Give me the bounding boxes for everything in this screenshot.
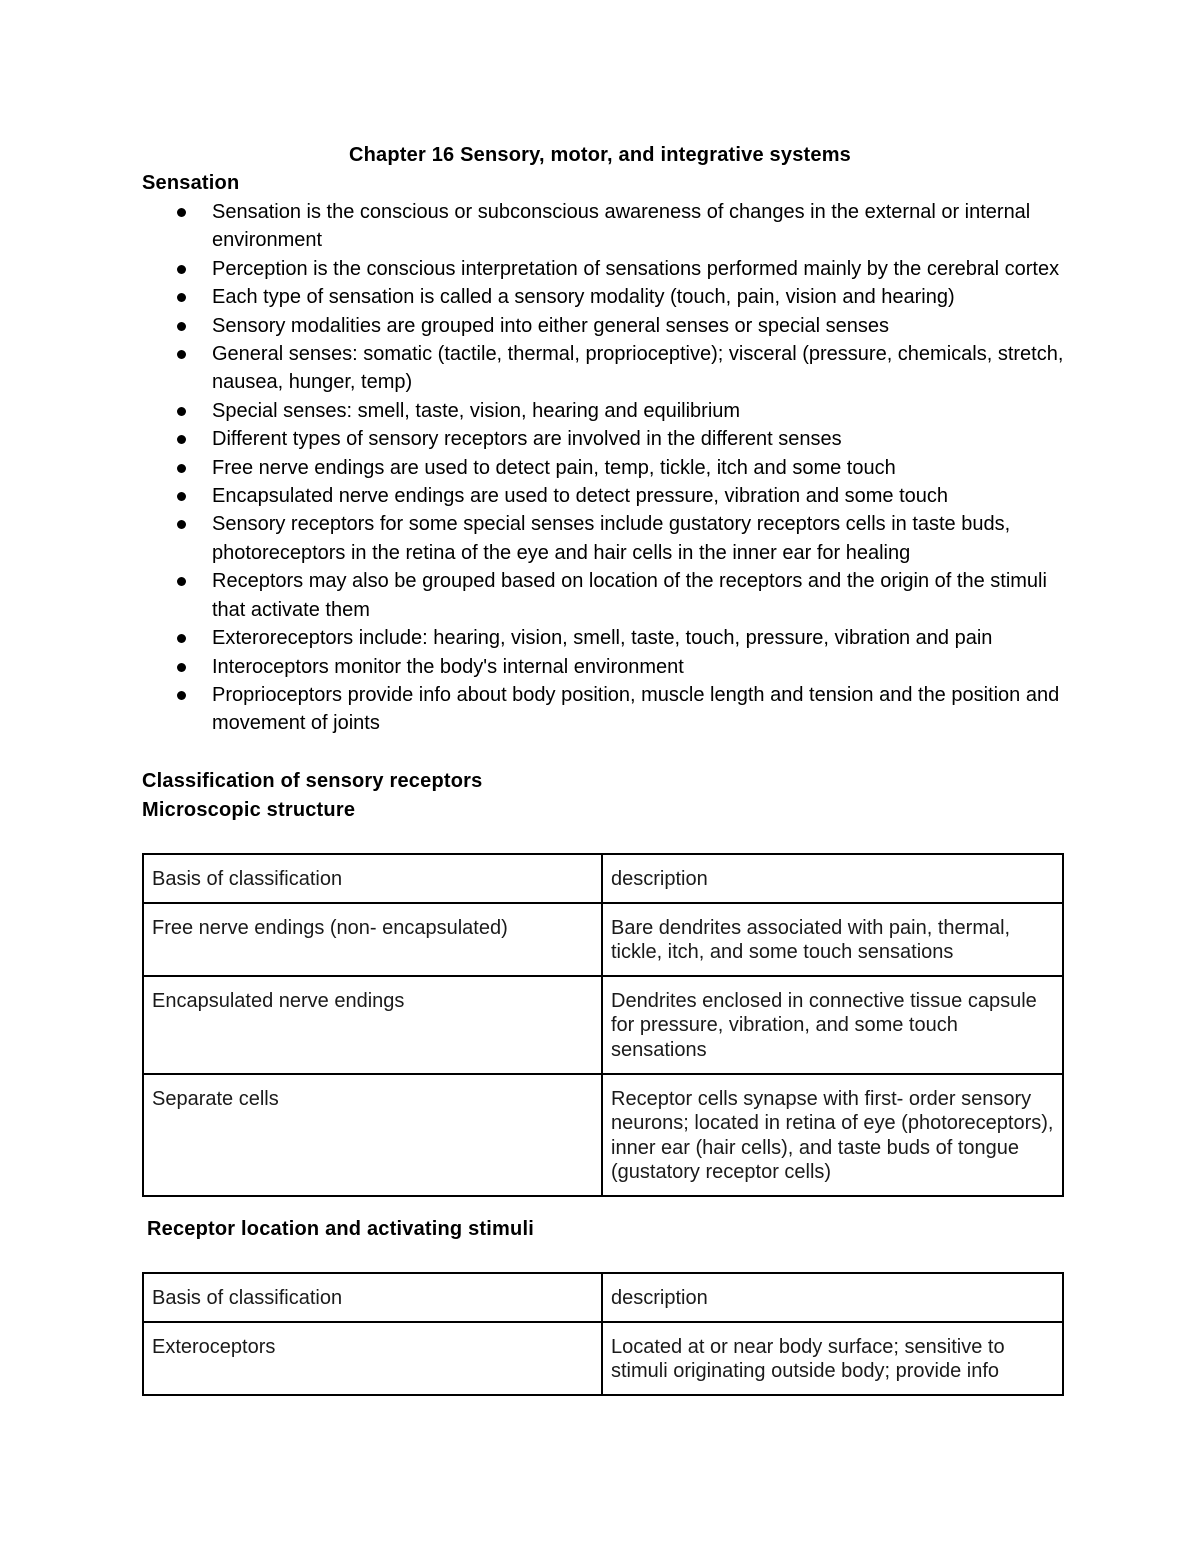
table-header-cell: Basis of classification bbox=[143, 1273, 602, 1322]
table-row bbox=[143, 1322, 1063, 1395]
list-item-text: Free nerve endings are used to detect pain, temp, tickle, itch and some touch bbox=[212, 456, 896, 479]
bullet-icon bbox=[177, 663, 186, 672]
list-item bbox=[172, 624, 1072, 652]
list-item-text: Proprioceptors provide info about body position, muscle length and tension and the position and movement of joints bbox=[212, 683, 1060, 735]
table-cell: Receptor cells synapse with first- order sensory neurons; located in retina of eye (photoreceptors), inner ear (hair cells), and taste buds of tongue (gustatory receptor cells) bbox=[602, 1074, 1063, 1196]
list-item bbox=[172, 397, 1072, 425]
table-header-row bbox=[143, 1273, 1063, 1322]
table-row bbox=[143, 903, 1063, 976]
section-heading-classification: Classification of sensory receptors bbox=[142, 770, 483, 792]
list-item bbox=[172, 340, 1072, 397]
table-header-cell: description bbox=[602, 854, 1063, 903]
table-row bbox=[143, 1074, 1063, 1196]
bullet-icon bbox=[177, 520, 186, 529]
bullet-icon bbox=[177, 435, 186, 444]
list-item bbox=[172, 312, 1072, 340]
subsection-heading-microscopic: Microscopic structure bbox=[142, 799, 356, 821]
table-cell: Encapsulated nerve endings bbox=[143, 976, 602, 1074]
table-cell: Separate cells bbox=[143, 1074, 602, 1196]
table-cell: Exteroceptors bbox=[143, 1322, 602, 1395]
bullet-icon bbox=[177, 265, 186, 274]
receptor-location-table bbox=[142, 1272, 1064, 1396]
microscopic-structure-table bbox=[142, 853, 1064, 1197]
table-cell: Free nerve endings (non- encapsulated) bbox=[143, 903, 602, 976]
bullet-icon bbox=[177, 322, 186, 331]
bullet-icon bbox=[177, 691, 186, 700]
list-item bbox=[172, 425, 1072, 453]
section-heading-location: Receptor location and activating stimuli bbox=[147, 1218, 534, 1240]
table-header-cell: description bbox=[602, 1273, 1063, 1322]
table-cell: Dendrites enclosed in connective tissue capsule for pressure, vibration, and some touch sensations bbox=[602, 976, 1063, 1074]
bullet-icon bbox=[177, 350, 186, 359]
list-item-text: Each type of sensation is called a sensory modality (touch, pain, vision and hearing) bbox=[212, 286, 955, 309]
list-item-text: Perception is the conscious interpretation of sensations performed mainly by the cerebral cortex bbox=[212, 257, 1060, 280]
section-heading-sensation: Sensation bbox=[142, 172, 240, 194]
list-item-text: Different types of sensory receptors are involved in the different senses bbox=[212, 428, 842, 451]
table-row bbox=[143, 976, 1063, 1074]
list-item-text: Sensation is the conscious or subconscious awareness of changes in the external or internal environment bbox=[212, 201, 1031, 252]
list-item bbox=[172, 255, 1072, 283]
list-item-text: Receptors may also be grouped based on location of the receptors and the origin of the stimuli that activate them bbox=[212, 570, 1047, 621]
bullet-icon bbox=[177, 634, 186, 643]
list-item-text: Sensory receptors for some special senses include gustatory receptors cells in taste buds, photoreceptors in the retina of the eye and hair cells in the inner ear for healing bbox=[212, 513, 1011, 564]
list-item bbox=[172, 510, 1072, 567]
table-header-cell: Basis of classification bbox=[143, 854, 602, 903]
list-item-text: Special senses: smell, taste, vision, hearing and equilibrium bbox=[212, 399, 741, 422]
bullet-icon bbox=[177, 208, 186, 217]
sensation-bullet-list bbox=[172, 198, 1072, 738]
table-cell: Bare dendrites associated with pain, thermal, tickle, itch, and some touch sensations bbox=[602, 903, 1063, 976]
list-item bbox=[172, 653, 1072, 681]
list-item-text: Encapsulated nerve endings are used to detect pressure, vibration and some touch bbox=[212, 485, 949, 508]
page-title: Chapter 16 Sensory, motor, and integrative systems bbox=[348, 144, 852, 166]
bullet-icon bbox=[177, 407, 186, 416]
bullet-icon bbox=[177, 464, 186, 473]
bullet-icon bbox=[177, 577, 186, 586]
list-item bbox=[172, 454, 1072, 482]
bullet-icon bbox=[177, 293, 186, 302]
table-cell: Located at or near body surface; sensitive to stimuli originating outside body; provide info bbox=[602, 1322, 1063, 1395]
list-item bbox=[172, 198, 1072, 255]
list-item-text: Exteroreceptors include: hearing, vision, smell, taste, touch, pressure, vibration and pain bbox=[212, 627, 993, 650]
list-item bbox=[172, 283, 1072, 311]
list-item bbox=[172, 567, 1072, 624]
list-item-text: Interoceptors monitor the body's internal environment bbox=[212, 655, 684, 678]
list-item bbox=[172, 482, 1072, 510]
list-item-text: General senses: somatic (tactile, thermal, proprioceptive); visceral (pressure, chemicals, stretch, nausea, hunger, temp) bbox=[212, 343, 1064, 394]
bullet-icon bbox=[177, 492, 186, 501]
list-item bbox=[172, 681, 1072, 738]
list-item-text: Sensory modalities are grouped into either general senses or special senses bbox=[212, 314, 890, 337]
table-header-row bbox=[143, 854, 1063, 903]
